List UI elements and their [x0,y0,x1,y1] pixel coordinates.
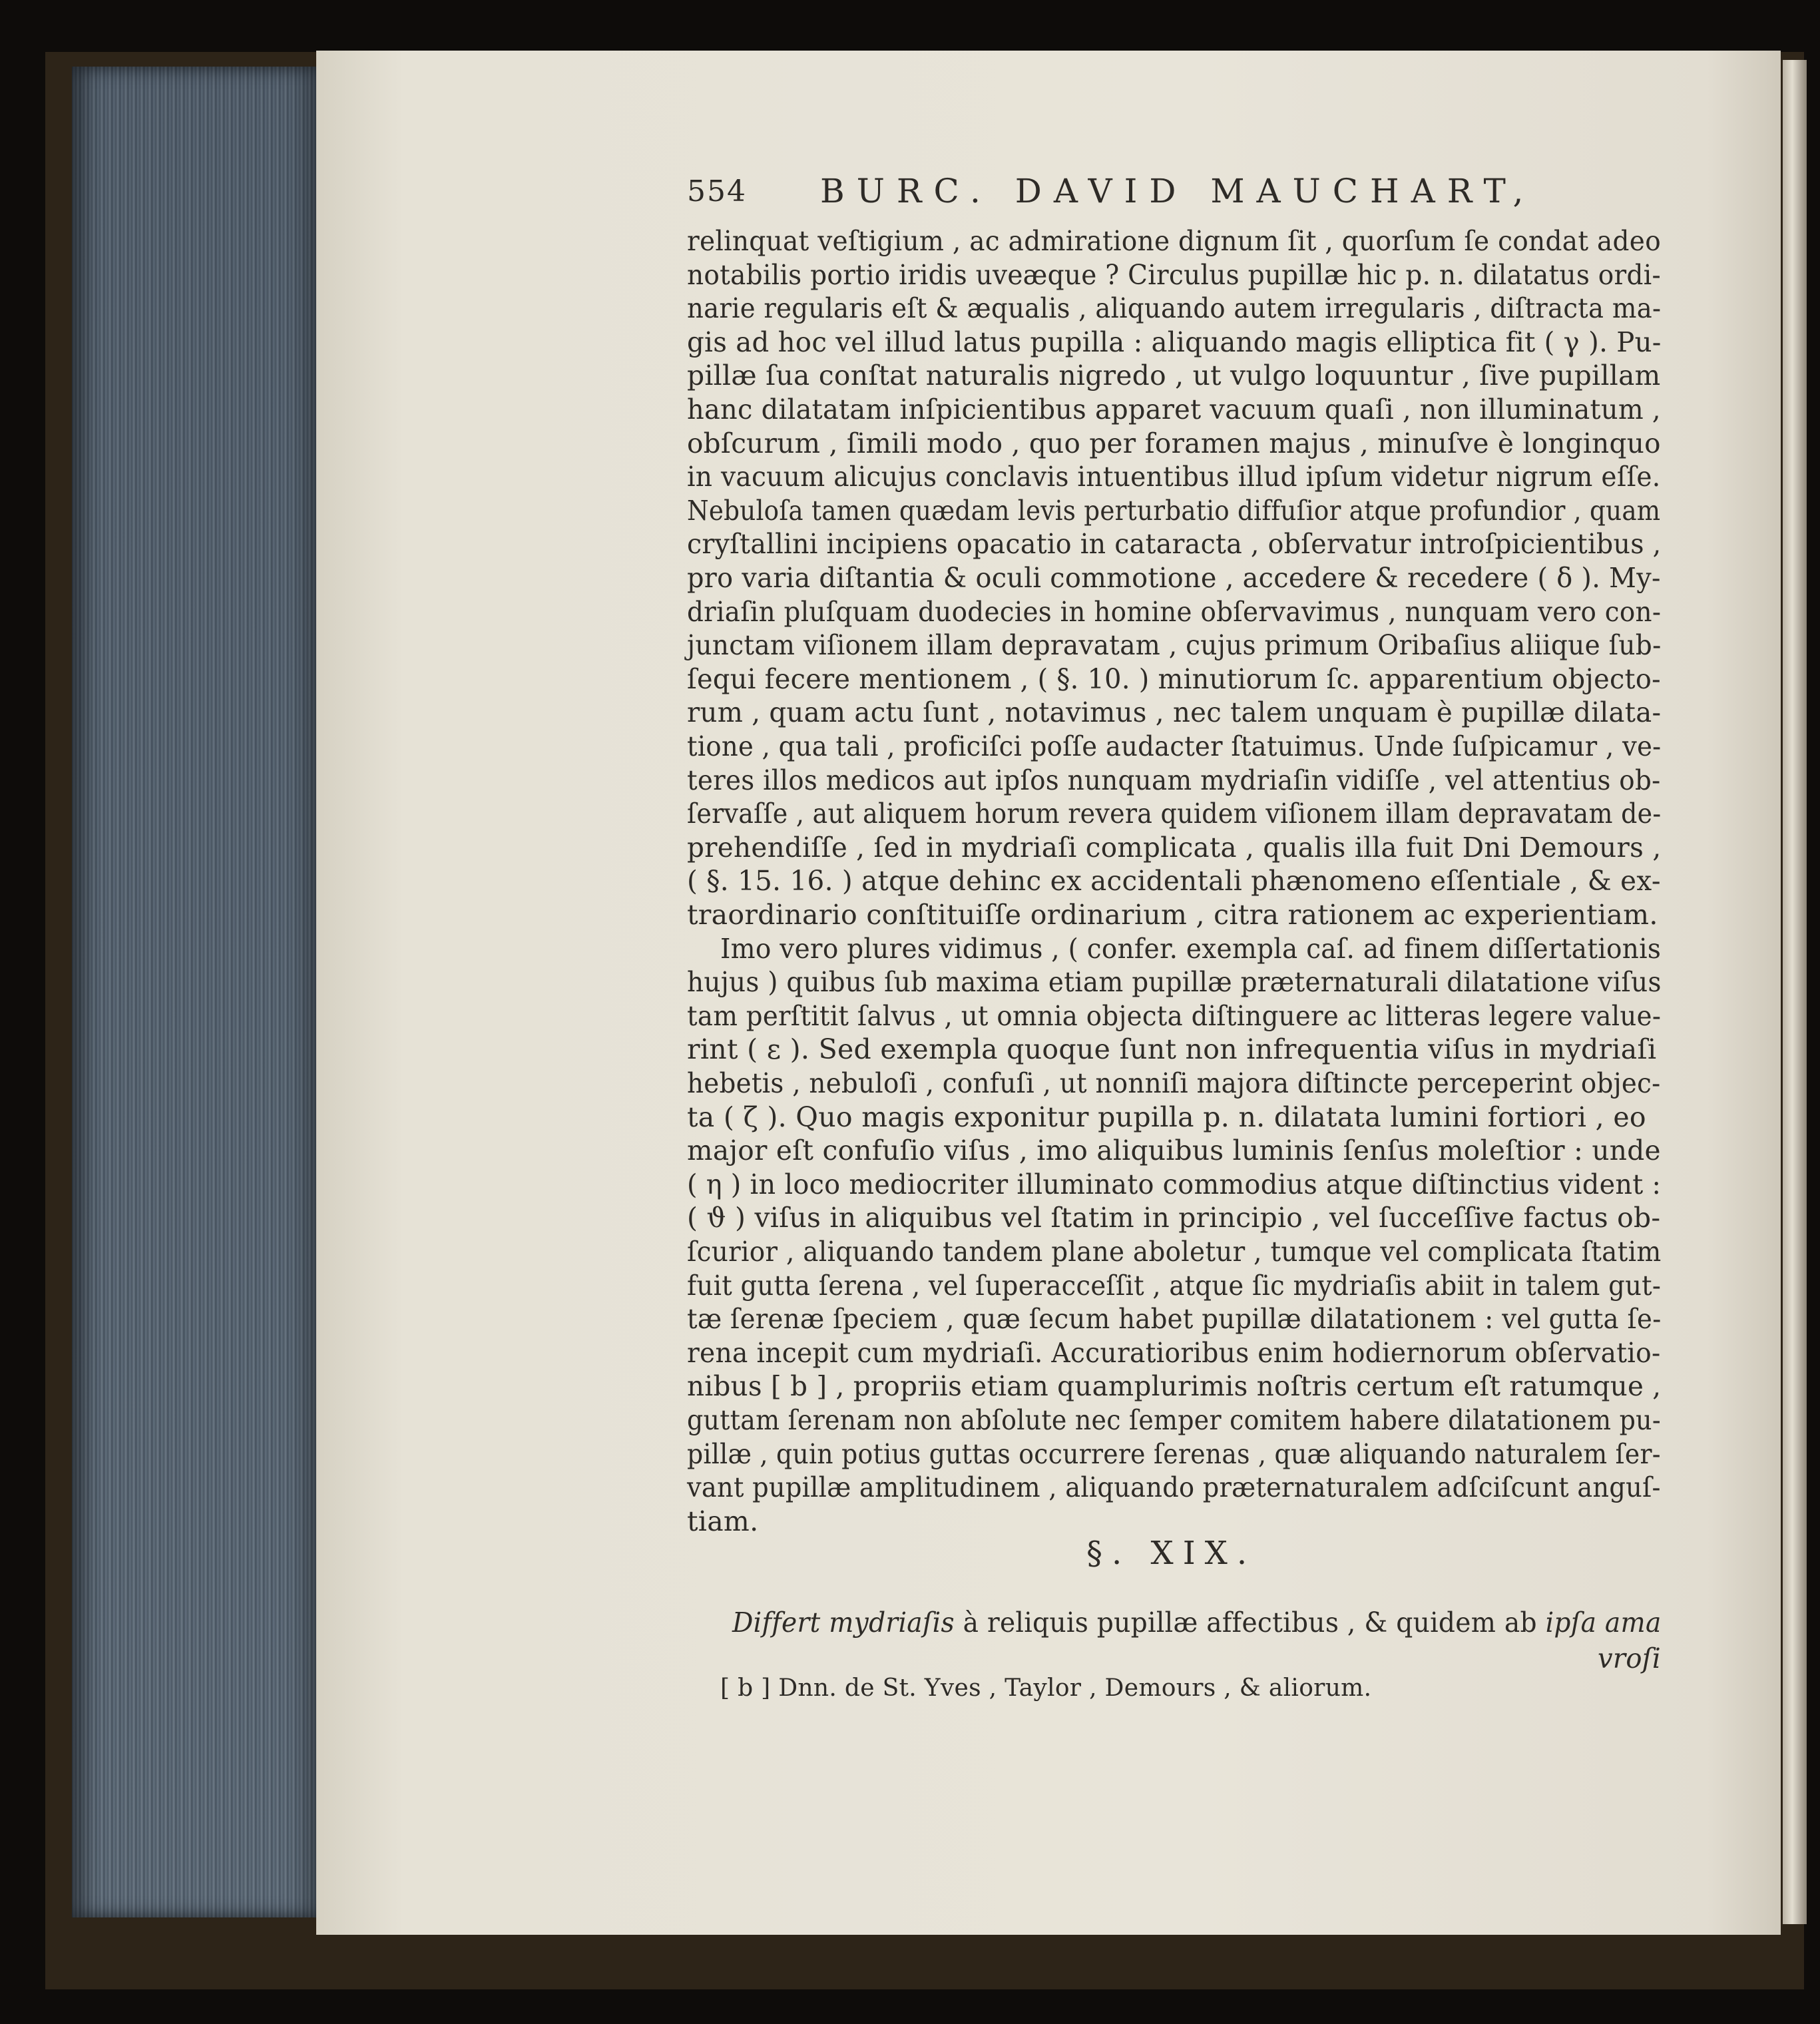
body-line: tam perſtitit ſalvus , ut omnia objecta diſtinguere ac litteras legere value- [687,1000,1662,1032]
body-line: ſequi fecere mentionem , ( §. 10. ) minutiorum ſc. apparentium objecto- [687,663,1661,695]
body-line: cryſtallini incipiens opacatio in cataracta , obſervatur introſpicientibus , [687,528,1662,560]
footnote: [ b ] Dnn. de St. Yves , Taylor , Demours , & aliorum. [720,1674,1372,1702]
body-line: hebetis , nebuloſi , confuſi , ut nonniſi majora diſtincte perceperint objec- [687,1067,1661,1099]
running-title: BURC. DAVID MAUCHART, [820,172,1536,210]
body-line: ( η ) in loco mediocriter illuminato commodius atque diſtinctius vident : [687,1168,1662,1200]
section-lead-roman: à reliquis pupillæ affectibus , & quidem ab [963,1607,1537,1639]
body-line: pillæ , quin potius guttas occurrere ſerenas , quæ aliquando naturalem ſer- [687,1438,1661,1470]
body-line: traordinario conſtituiſſe ordinarium , citra rationem ac experientiam. [687,899,1658,931]
body-line: pillæ ſua conſtat naturalis nigredo , ut vulgo loquuntur , ſive pupillam [687,360,1661,391]
body-line: rum , quam actu ſunt , notavimus , nec talem unquam è pupillæ dilata- [687,696,1662,728]
body-line: teres illos medicos aut ipſos nunquam mydriaſin vidiſſe , vel attentius ob- [687,764,1661,796]
body-line: Nebuloſa tamen quædam levis perturbatio diffuſior atque profundior , quam [687,495,1661,527]
body-line: fuit gutta ſerena , vel ſuperacceſſit , atque ſic mydriaſis abiit in talem gut- [687,1270,1662,1302]
body-line: rint ( ε ). Sed exempla quoque ſunt non infrequentia viſus in mydriaſi [687,1033,1657,1065]
body-line: nibus [ b ] , propriis etiam quamplurimis noſtris certum eſt ratumque , [687,1370,1662,1402]
facing-page-edge [1783,60,1807,1924]
page-edges [72,67,320,1917]
body-line: tæ ſerenæ ſpeciem , quæ ſecum habet pupillæ dilatationem : vel gutta ſe- [687,1303,1662,1335]
page-number: 554 [687,174,747,208]
body-line: vant pupillæ amplitudinem , aliquando præternaturalem adſciſcunt anguſ- [687,1471,1661,1503]
section-lead-line [732,1607,1662,1639]
body-line: notabilis portio iridis uveæque ? Circulus pupillæ hic p. n. dilatatus ordi- [687,259,1661,291]
catchword: vroſi [1598,1643,1661,1674]
body-line: ſcurior , aliquando tandem plane aboletur , tumque vel complicata ſtatim [687,1236,1662,1268]
body-line: relinquat veſtigium , ac admiratione dignum ſit , quorſum ſe condat adeo [687,225,1661,257]
body-line: driaſin pluſquam duodecies in homine obſervavimus , nunquam vero con- [687,596,1662,628]
body-line: obſcurum , ſimili modo , quo per foramen majus , minuſve è longinquo [687,427,1661,459]
body-line: ( ϑ ) viſus in aliquibus vel ſtatim in principio , vel ſucceſſive factus ob- [687,1202,1661,1234]
body-line: major eſt confuſio viſus , imo aliquibus luminis ſenſus moleſtior : unde [687,1135,1661,1166]
section-lead-italic: Differt mydriaſis [732,1607,955,1639]
body-line: narie regularis eſt & æqualis , aliquando autem irregularis , diſtracta ma- [687,292,1662,324]
body-line: prehendiſſe , ſed in mydriaſi complicata , qualis illa fuit Dni Demours , [687,832,1662,864]
body-line: tiam. [687,1505,759,1537]
section-heading: §. XIX. [1086,1535,1257,1572]
body-line: guttam ſerenam non abſolute nec ſemper comitem habere dilatationem pu- [687,1404,1661,1436]
body-line: pro varia diſtantia & oculi commotione , accedere & recedere ( δ ). My- [687,562,1661,594]
body-line: gis ad hoc vel illud latus pupilla : aliquando magis elliptica fit ( γ ). Pu- [687,326,1662,358]
body-line: in vacuum alicujus conclavis intuentibus illud ipſum videtur nigrum eſſe. [687,461,1661,493]
body-line: ta ( ζ ). Quo magis exponitur pupilla p. n. dilatata lumini fortiori , eo [687,1101,1646,1133]
body-line: hujus ) quibus ſub maxima etiam pupillæ præternaturali dilatatione viſus [687,966,1662,998]
body-line: rena incepit cum mydriaſi. Accuratioribus enim hodiernorum obſervatio- [687,1337,1661,1369]
body-line: ſervaſſe , aut aliquem horum revera quidem viſionem illam depravatam de- [687,798,1662,830]
section-lead-italic-end: ipſa ama [1545,1607,1662,1639]
body-line: hanc dilatatam inſpicientibus apparet vacuum quaſi , non illuminatum , [687,393,1661,425]
body-line: junctam viſionem illam depravatam , cujus primum Oribaſius aliique ſub- [687,629,1662,661]
body-line: Imo vero plures vidimus , ( confer. exempla caſ. ad finem diſſertationis [720,933,1662,965]
body-line: tione , qua tali , proficiſci poſſe audacter ſtatuimus. Unde ſuſpicamur , ve- [687,730,1662,762]
body-line: ( §. 15. 16. ) atque dehinc ex accidentali phænomeno eſſentiale , & ex- [687,865,1661,897]
